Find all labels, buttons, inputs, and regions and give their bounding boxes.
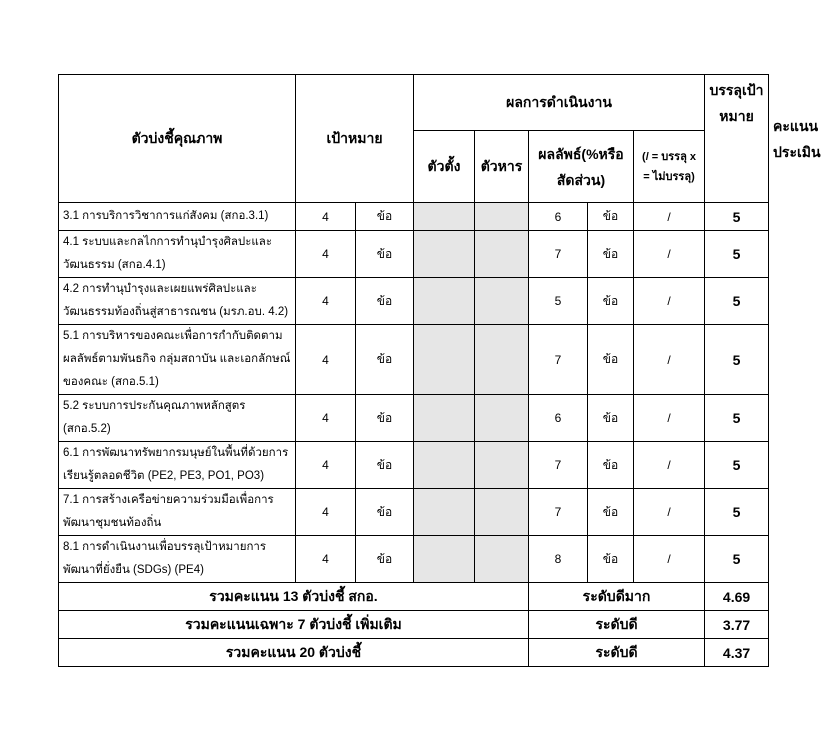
- achieved-mark: /: [634, 442, 705, 489]
- result-value: 7: [529, 442, 588, 489]
- table-row: [59, 203, 769, 231]
- target-value: 4: [296, 395, 356, 442]
- score-value: 5: [705, 442, 769, 489]
- denominator-cell: [475, 536, 529, 583]
- numerator-cell: [414, 325, 475, 395]
- target-value: 4: [296, 203, 356, 231]
- target-unit: ข้อ: [356, 536, 414, 583]
- table-row: [59, 442, 769, 489]
- achieved-mark: /: [634, 395, 705, 442]
- score-value: 5: [705, 278, 769, 325]
- summary-score: 4.37: [705, 639, 769, 667]
- summary-label: รวมคะแนน 13 ตัวบ่งชี้ สกอ.: [59, 583, 529, 611]
- summary-label: รวมคะแนน 20 ตัวบ่งชี้: [59, 639, 529, 667]
- indicator-name: 3.1 การบริการวิชาการแก่สังคม (สกอ.3.1): [59, 203, 296, 231]
- numerator-cell: [414, 395, 475, 442]
- score-value: 5: [705, 395, 769, 442]
- denominator-cell: [475, 395, 529, 442]
- target-value: 4: [296, 231, 356, 278]
- denominator-cell: [475, 325, 529, 395]
- target-unit: ข้อ: [356, 203, 414, 231]
- target-value: 4: [296, 278, 356, 325]
- summary-level: ระดับดี: [529, 639, 705, 667]
- summary-score: 4.69: [705, 583, 769, 611]
- indicator-name: 4.1 ระบบและกลไกการทำนุบำรุงศิลปะและวัฒนธรรม (สกอ.4.1): [59, 231, 296, 278]
- header-numerator: ตัวตั้ง: [414, 131, 475, 203]
- result-unit: ข้อ: [588, 203, 634, 231]
- achieved-mark: /: [634, 536, 705, 583]
- summary-label: รวมคะแนนเฉพาะ 7 ตัวบ่งชี้ เพิ่มเติม: [59, 611, 529, 639]
- score-value: 5: [705, 325, 769, 395]
- table-row: [59, 536, 769, 583]
- result-unit: ข้อ: [588, 536, 634, 583]
- summary-row: [59, 583, 769, 611]
- target-unit: ข้อ: [356, 231, 414, 278]
- indicator-name: 8.1 การดำเนินงานเพื่อบรรลุเป้าหมายการพัฒนาที่ยั่งยืน (SDGs) (PE4): [59, 536, 296, 583]
- result-value: 6: [529, 395, 588, 442]
- achieved-mark: /: [634, 278, 705, 325]
- achieved-mark: /: [634, 489, 705, 536]
- result-value: 7: [529, 489, 588, 536]
- numerator-cell: [414, 442, 475, 489]
- score-value: 5: [705, 536, 769, 583]
- header-indicator: ตัวบ่งชี้คุณภาพ: [59, 75, 296, 203]
- numerator-cell: [414, 231, 475, 278]
- result-value: 6: [529, 203, 588, 231]
- score-value: 5: [705, 203, 769, 231]
- target-value: 4: [296, 325, 356, 395]
- target-unit: ข้อ: [356, 442, 414, 489]
- indicator-name: 4.2 การทำนุบำรุงและเผยแพร่ศิลปะและวัฒนธรรมท้องถิ่นสู่สาธารณชน (มรภ.อบ. 4.2): [59, 278, 296, 325]
- result-value: 7: [529, 231, 588, 278]
- summary-level: ระดับดีมาก: [529, 583, 705, 611]
- table-row: [59, 395, 769, 442]
- numerator-cell: [414, 536, 475, 583]
- summary-row: [59, 611, 769, 639]
- summary-row: [59, 639, 769, 667]
- summary-score: 3.77: [705, 611, 769, 639]
- result-unit: ข้อ: [588, 442, 634, 489]
- header-denominator: ตัวหาร: [475, 131, 529, 203]
- numerator-cell: [414, 278, 475, 325]
- result-unit: ข้อ: [588, 395, 634, 442]
- target-value: 4: [296, 489, 356, 536]
- target-unit: ข้อ: [356, 489, 414, 536]
- numerator-cell: [414, 489, 475, 536]
- numerator-cell: [414, 203, 475, 231]
- header-achieved-note: (/ = บรรลุ x = ไม่บรรลุ): [634, 131, 705, 203]
- quality-indicator-table: ตัวบ่งชี้คุณภาพ เป้าหมาย ผลการดำเนินงาน บรรลุเป้าหมาย คะแนนประเมิน ตัวตั้ง ตัวหาร ผลลัพธ์(%หรือสัดส่วน) (/ = บรรลุ x = ไม่บรรลุ) 3.1 การบริการวิชาการแก่สังคม (สกอ.3.1) 4 ข้อ 6 ข้อ / 5 4.1 ระบบและกลไกการทำนุบำรุงศิลปะและวัฒนธรรม (สกอ.4.1) 4 ข้อ 7 ข้อ / 5 4.2 การทำนุบำรุงและเผยแพร่ศิลปะและวัฒนธรรมท้องถิ่นสู่สาธารณชน (มรภ.อบ. 4.2) 4 ข้อ 5 ข้อ / 5 5.1 การบริหารของคณะเพื่อการกำกับติดตามผลลัพธ์ตามพันธกิจ กลุ่มสถาบัน และเอกลักษณ์ของคณะ (สกอ.5.1) 4 ข้อ 7 ข้อ / 5 5.2 ระบบการประกันคุณภาพหลักสูตร (สกอ.5.2) 4 ข้อ 6 ข้อ / 5 6.1 การพัฒนาทรัพยากรมนุษย์ในพื้นที่ด้วยการเรียนรู้ตลอดชีวิต (PE2, PE3, PO1, PO3) 4 ข้อ 7 ข้อ / 5 7.1 การสร้างเครือข่ายความร่วมมือเพื่อการพัฒนาชุมชนท้องถิ่น 4 ข้อ 7 ข้อ / 5 8.1 การดำเนินงานเพื่อบรรลุเป้าหมายการพัฒนาที่ยั่งยืน (SDGs) (PE4) 4 ข้อ 8 ข้อ / 5 รวมคะแนน 13 ตัวบ่งชี้ สกอ. ระดับดีมาก 4.69 รวมคะแนนเฉพาะ 7 ตัวบ่งชี้ เพิ่มเติม ระดับดี 3.77 รวมคะแนน 20 ตัวบ่งชี้ ระดับดี 4.37: [58, 74, 769, 667]
- table-row: [59, 489, 769, 536]
- denominator-cell: [475, 278, 529, 325]
- achieved-mark: /: [634, 203, 705, 231]
- table-row: [59, 231, 769, 278]
- indicator-name: 6.1 การพัฒนาทรัพยากรมนุษย์ในพื้นที่ด้วยการเรียนรู้ตลอดชีวิต (PE2, PE3, PO1, PO3): [59, 442, 296, 489]
- result-unit: ข้อ: [588, 325, 634, 395]
- header-achieved: บรรลุเป้าหมาย: [705, 75, 769, 131]
- table-row: [59, 325, 769, 395]
- achieved-mark: /: [634, 231, 705, 278]
- result-value: 5: [529, 278, 588, 325]
- header-outcome: ผลลัพธ์(%หรือสัดส่วน): [529, 131, 634, 203]
- target-value: 4: [296, 536, 356, 583]
- target-unit: ข้อ: [356, 278, 414, 325]
- header-results: ผลการดำเนินงาน: [414, 75, 705, 131]
- score-value: 5: [705, 489, 769, 536]
- table-row: [59, 278, 769, 325]
- result-unit: ข้อ: [588, 489, 634, 536]
- result-unit: ข้อ: [588, 278, 634, 325]
- indicator-name: 7.1 การสร้างเครือข่ายความร่วมมือเพื่อการพัฒนาชุมชนท้องถิ่น: [59, 489, 296, 536]
- achieved-mark: /: [634, 325, 705, 395]
- summary-level: ระดับดี: [529, 611, 705, 639]
- result-value: 8: [529, 536, 588, 583]
- target-value: 4: [296, 442, 356, 489]
- indicator-name: 5.2 ระบบการประกันคุณภาพหลักสูตร (สกอ.5.2): [59, 395, 296, 442]
- denominator-cell: [475, 442, 529, 489]
- header-target: เป้าหมาย: [296, 75, 414, 203]
- target-unit: ข้อ: [356, 395, 414, 442]
- result-value: 7: [529, 325, 588, 395]
- result-unit: ข้อ: [588, 231, 634, 278]
- score-value: 5: [705, 231, 769, 278]
- target-unit: ข้อ: [356, 325, 414, 395]
- denominator-cell: [475, 231, 529, 278]
- denominator-cell: [475, 489, 529, 536]
- denominator-cell: [475, 203, 529, 231]
- indicator-name: 5.1 การบริหารของคณะเพื่อการกำกับติดตามผลลัพธ์ตามพันธกิจ กลุ่มสถาบัน และเอกลักษณ์ของคณะ (สกอ.5.1): [59, 325, 296, 395]
